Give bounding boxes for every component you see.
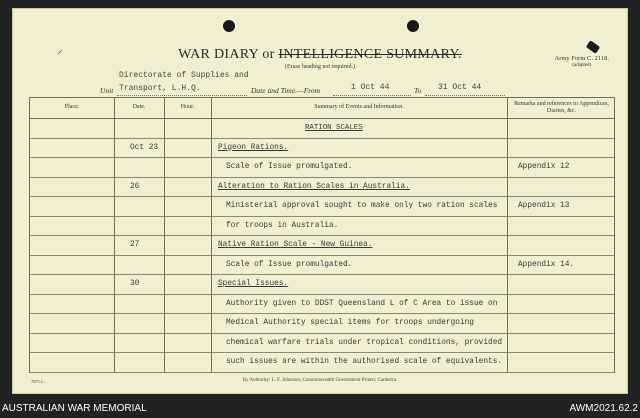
title-or: or	[262, 47, 275, 62]
entry-subject: Native Ration Scale - New Guinea.	[218, 241, 373, 249]
entry-subject: Pigeon Rations.	[218, 143, 289, 152]
row-remarks: Appendix 14.	[518, 260, 575, 269]
form-title	[13, 47, 627, 63]
row-rule	[30, 352, 614, 353]
army-form-label: Army Form C. 2118.	[554, 55, 609, 62]
row-rule	[30, 313, 614, 314]
row-rule	[30, 255, 614, 256]
to-label: To	[414, 86, 422, 95]
row-rule	[30, 372, 614, 373]
row-date: 30	[130, 280, 140, 288]
row-date: Oct 23	[130, 143, 159, 152]
diary-sheet	[12, 8, 628, 394]
entry-detail: Scale of Issue promulgated.	[226, 163, 353, 171]
entry-detail: Scale of Issue promulgated.	[226, 260, 353, 269]
army-form-number	[555, 55, 609, 69]
form-code: 7871.L.	[31, 379, 45, 384]
header-rule	[30, 118, 614, 119]
section-heading: RATION SCALES	[305, 124, 363, 132]
entry-detail: chemical warfare trials under tropical conditions, provided	[226, 338, 503, 347]
row-rule	[30, 274, 614, 275]
unit-line-1: Directorate of Supplies and	[119, 71, 249, 80]
unit-line-2: Transport, L.H.Q.	[119, 84, 201, 93]
entry-detail: Medical Authority special items for troops undergoing	[226, 319, 474, 327]
punch-hole-right	[407, 20, 419, 32]
col-header-summary: Summary of Events and Information.	[314, 104, 404, 111]
unit-dotted-line	[117, 95, 247, 96]
entry-detail: for troops in Australia.	[226, 221, 339, 230]
row-rule	[30, 157, 614, 158]
title-war-diary: WAR DIARY	[178, 47, 259, 62]
unit-value	[119, 69, 249, 95]
from-dotted-line	[333, 95, 411, 96]
printer-line: By Authority: L. F. Johnston, Commonwealth Government Printer, Canberra.	[242, 378, 398, 383]
punch-hole-left	[223, 20, 235, 32]
to-dotted-line	[425, 95, 505, 96]
entry-subject: Special Issues.	[218, 280, 289, 288]
row-rule	[30, 138, 614, 139]
col-header-place: Place.	[64, 104, 80, 111]
entry-detail: such issues are within the authorised scale of equivalents.	[226, 358, 503, 366]
row-rule	[30, 177, 614, 178]
entry-subject: Alteration to Ration Scales in Australia.	[218, 182, 410, 191]
pencil-mark: ⸍	[57, 49, 63, 61]
unit-label: Unit	[100, 86, 114, 95]
col-header-remarks: Remarks and references to Appendices, Diaries, &c.	[514, 100, 609, 114]
date-from: 1 Oct 44	[351, 83, 390, 92]
row-rule	[30, 196, 614, 197]
row-remarks: Appendix 12	[518, 163, 570, 171]
entry-detail: Ministerial approval sought to make only two ration scales	[226, 202, 498, 210]
adapted-label: (adapted)	[572, 62, 592, 68]
datetime-label: Date and Time.—From	[251, 86, 321, 95]
title-struck: INTELLIGENCE SUMMARY.	[278, 47, 462, 62]
row-rule	[30, 333, 614, 334]
form-subtitle: (Erase heading not required.)	[285, 64, 355, 70]
caption-institution: AUSTRALIAN WAR MEMORIAL	[2, 403, 147, 414]
diary-table	[29, 97, 615, 373]
row-rule	[30, 294, 614, 295]
row-rule	[30, 216, 614, 217]
row-date: 26	[130, 182, 140, 191]
col-header-hour: Hour.	[180, 104, 195, 111]
entry-detail: Authority given to DDST Queensland L of C Area to issue on	[226, 299, 498, 308]
caption-accession: AWM2021.62.2	[569, 403, 638, 414]
col-header-date: Date.	[132, 104, 146, 111]
row-date: 27	[130, 241, 140, 249]
row-rule	[30, 235, 614, 236]
date-to: 31 Oct 44	[438, 83, 482, 92]
row-remarks: Appendix 13	[518, 202, 570, 210]
